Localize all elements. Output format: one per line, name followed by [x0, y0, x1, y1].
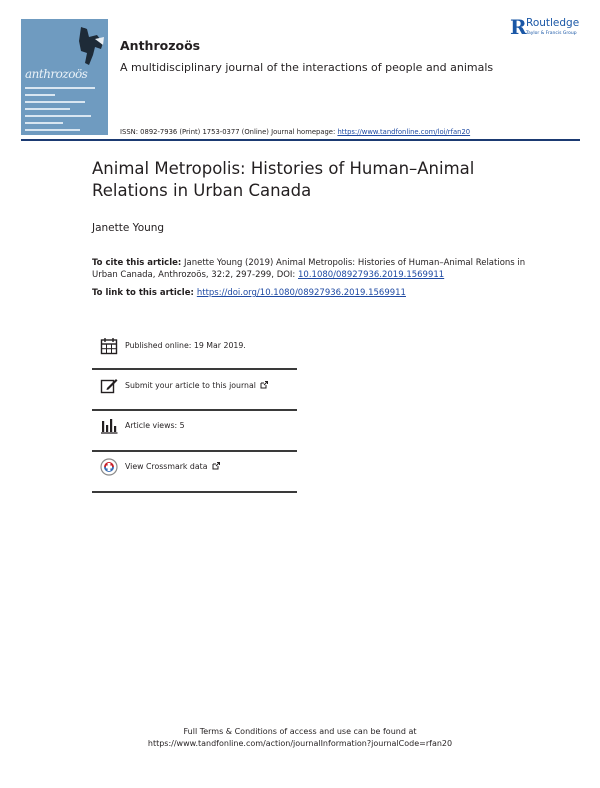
link-label: To link to this article:	[92, 288, 197, 298]
crossmark-icon	[100, 458, 118, 476]
article-views-text: Article views: 5	[125, 421, 185, 430]
publisher-logo	[510, 17, 590, 41]
crossmark-text: View Crossmark data	[125, 462, 208, 471]
journal-homepage-link[interactable]: https://www.tandfonline.com/loi/rfan20	[337, 128, 471, 136]
doi-link[interactable]: 10.1080/08927936.2019.1569911	[298, 270, 445, 280]
edit-icon	[100, 377, 118, 395]
footer-terms-text: Full Terms & Conditions of access and use can be found at	[183, 727, 417, 736]
external-link-icon	[212, 462, 220, 470]
action-divider-1	[92, 368, 297, 370]
footer-terms-link[interactable]: https://www.tandfonline.com/action/journalInformation?journalCode=rfan20	[147, 739, 453, 748]
submit-article-text: Submit your article to this journal	[125, 381, 256, 390]
issn-text: ISSN: 0892-7936 (Print) 1753-0377 (Online) Journal homepage:	[120, 128, 338, 136]
action-divider-4	[92, 491, 297, 493]
citation-block	[92, 257, 532, 281]
article-link[interactable]: https://doi.org/10.1080/08927936.2019.1569911	[196, 288, 406, 298]
article-title-line-1: Animal Metropolis: Histories of Human–Animal	[92, 159, 475, 178]
publisher-tagline: Taylor & Francis Group	[526, 31, 577, 36]
article-author: Janette Young	[92, 222, 165, 234]
action-divider-2	[92, 409, 297, 411]
action-divider-3	[92, 450, 297, 452]
citation-label: To cite this article:	[92, 258, 182, 268]
published-online-text: Published online: 19 Mar 2019.	[125, 341, 246, 350]
issn-line	[120, 128, 470, 136]
journal-cover-image	[21, 19, 108, 135]
article-title-line-2: Relations in Urban Canada	[92, 181, 312, 200]
journal-title: Anthrozoös	[120, 38, 201, 53]
citation-text: Janette Young (2019) Animal Metropolis: Histories of Human–Animal Relations in Urban Canada, Anthrozoös, 32:2, 297-299, DOI:	[92, 258, 526, 280]
external-link-icon	[260, 381, 268, 389]
submit-article-link[interactable]	[125, 381, 268, 390]
article-link-block	[92, 287, 406, 299]
footer	[0, 726, 600, 750]
cover-illustration	[75, 25, 105, 67]
routledge-r-icon: R	[510, 15, 527, 39]
crossmark-link[interactable]	[125, 462, 220, 471]
article-title	[92, 158, 562, 202]
header-divider	[21, 139, 580, 141]
journal-subtitle: A multidisciplinary journal of the interactions of people and animals	[120, 61, 494, 74]
calendar-icon	[100, 337, 118, 355]
bar-chart-icon	[100, 417, 118, 435]
cover-masthead: anthrozoös	[25, 67, 88, 81]
publisher-name: Routledge	[526, 17, 580, 29]
